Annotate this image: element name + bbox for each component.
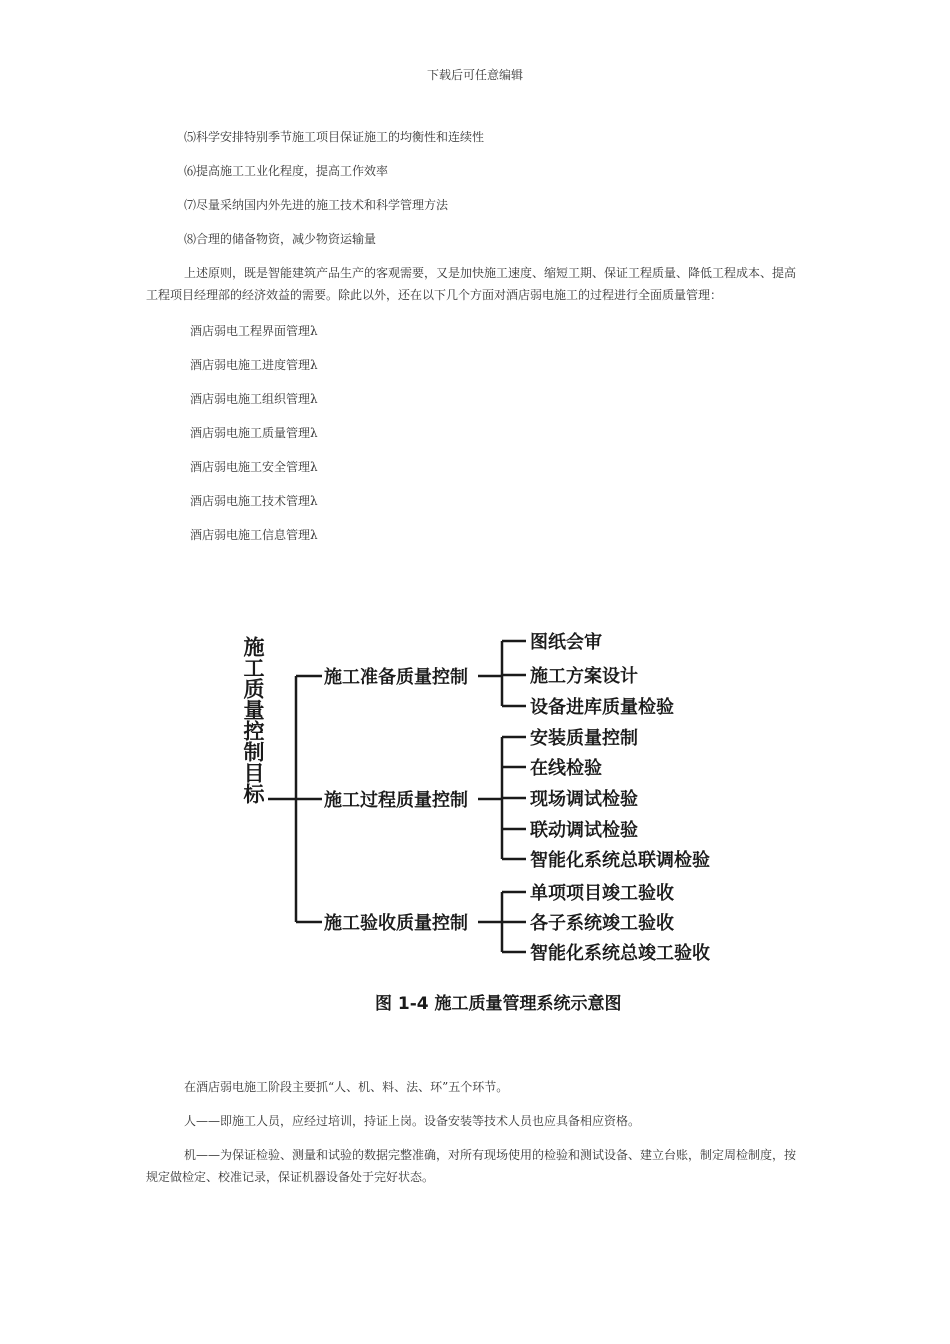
management-item-quality: 酒店弱电施工质量管理λ <box>190 426 318 440</box>
leaf-install-quality: 安装质量控制 <box>530 728 638 749</box>
leaf-single-acceptance: 单项项目竣工验收 <box>530 883 674 904</box>
leaf-online-check: 在线检验 <box>530 758 602 779</box>
diagram-caption: 图 1-4 施工质量管理系统示意图 <box>375 994 622 1014</box>
closing-machine: 机——为保证检验、测量和试验的数据完整准确，对所有现场使用的检验和测试设备、建立台账，制定周检制度，按规定做检定、校准记录，保证机器设备处于完好状态。 <box>146 1148 797 1184</box>
management-item-interface: 酒店弱电工程界面管理λ <box>190 324 318 338</box>
measure-item-8: ⑻合理的储备物资，减少物资运输量 <box>184 232 377 246</box>
closing-intro: 在酒店弱电施工阶段主要抓“人、机、料、法、环”五个环节。 <box>184 1080 509 1094</box>
leaf-drawing-review: 图纸会审 <box>530 632 602 653</box>
leaf-equipment-inspection: 设备进库质量检验 <box>530 697 674 718</box>
leaf-construction-plan: 施工方案设计 <box>530 666 638 687</box>
branch-label-acceptance: 施工验收质量控制 <box>324 913 468 934</box>
closing-person: 人——即施工人员，应经过培训，持证上岗。设备安装等技术人员也应具备相应资格。 <box>184 1114 641 1128</box>
leaf-total-acceptance: 智能化系统总竣工验收 <box>530 943 710 964</box>
management-item-technology: 酒店弱电施工技术管理λ <box>190 494 318 508</box>
principle-paragraph: 上述原则，既是智能建筑产品生产的客观需要，又是加快施工速度、缩短工期、保证工程质量、降低工程成本、提高工程项目经理部的经济效益的需要。除此以外，还在以下几个方面对酒店弱电施工的过程进行全面质量管理： <box>146 266 797 302</box>
quality-control-diagram <box>230 620 750 1020</box>
page-header: 下载后可任意编辑 <box>426 68 523 82</box>
measure-item-6: ⑹提高施工工业化程度，提高工作效率 <box>184 164 389 178</box>
leaf-system-joint-debug: 智能化系统总联调检验 <box>530 850 710 871</box>
leaf-subsystem-acceptance: 各子系统竣工验收 <box>530 913 674 934</box>
diagram-root-label: 施工质量控制目标 <box>241 636 265 804</box>
management-item-progress: 酒店弱电施工进度管理λ <box>190 358 318 372</box>
branch-label-preparation: 施工准备质量控制 <box>324 667 468 688</box>
leaf-site-debug: 现场调试检验 <box>530 789 638 810</box>
management-item-organization: 酒店弱电施工组织管理λ <box>190 392 318 406</box>
management-item-information: 酒店弱电施工信息管理λ <box>190 528 318 542</box>
measure-item-7: ⑺尽量采纳国内外先进的施工技术和科学管理方法 <box>184 198 449 212</box>
branch-label-process: 施工过程质量控制 <box>324 790 468 811</box>
measure-item-5: ⑸科学安排特别季节施工项目保证施工的均衡性和连续性 <box>184 130 485 144</box>
management-item-safety: 酒店弱电施工安全管理λ <box>190 460 318 474</box>
leaf-linkage-debug: 联动调试检验 <box>530 820 638 841</box>
